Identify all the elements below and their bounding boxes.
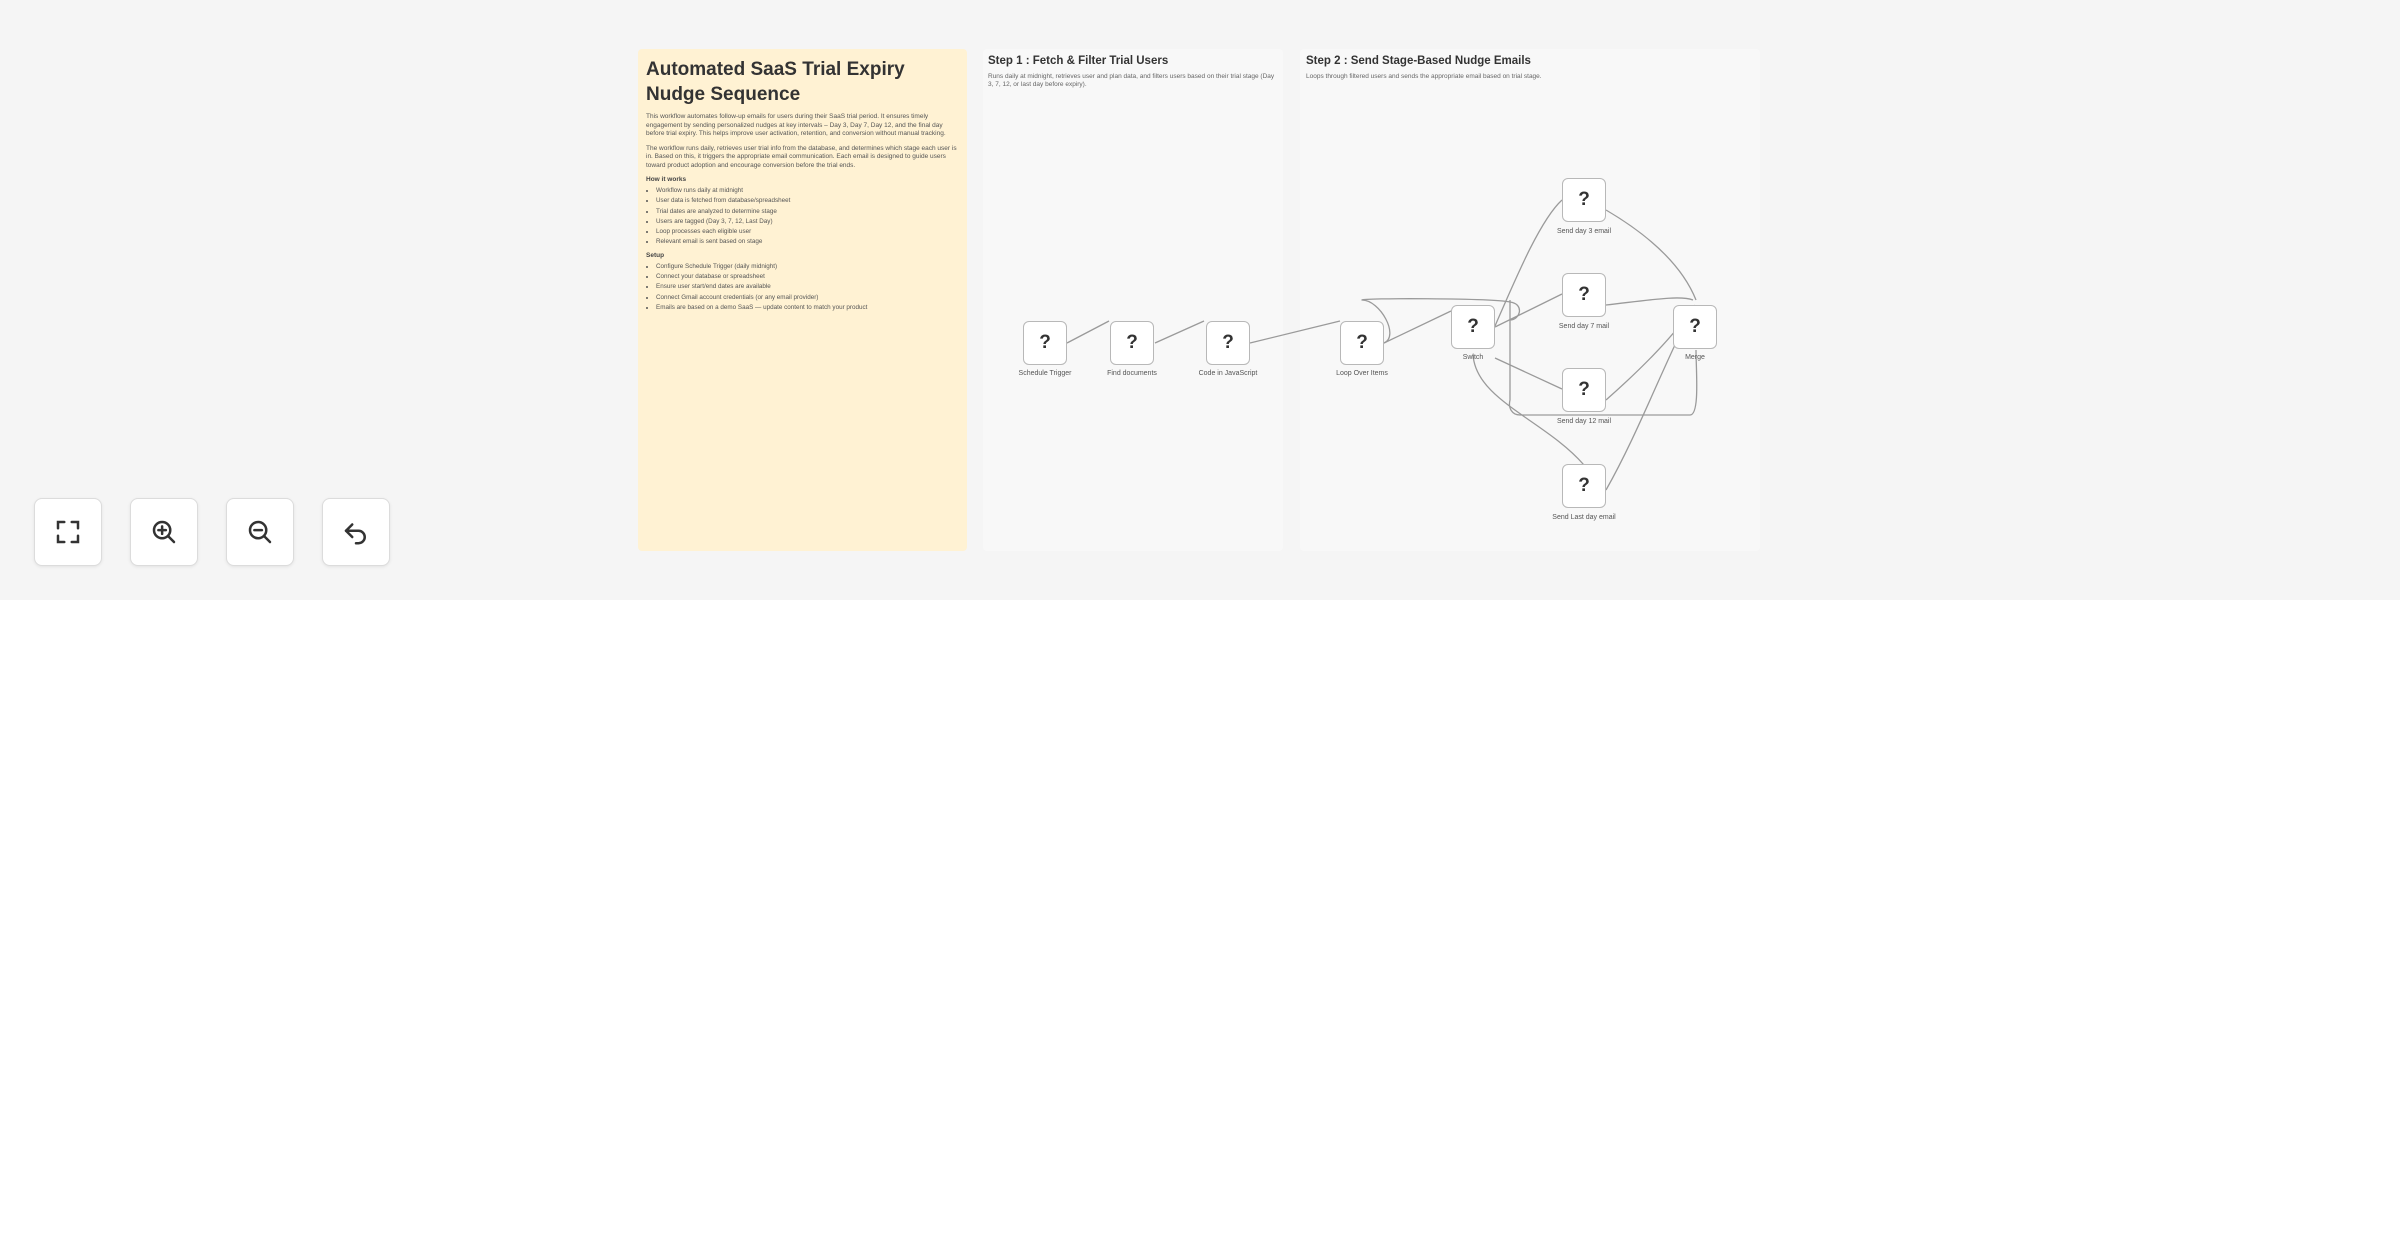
step-2-title: Step 2 : Send Stage-Based Nudge Emails — [1306, 55, 1531, 67]
sticky-note-step-1[interactable] — [983, 49, 1283, 551]
list-item: • Connect your database or spreadsheet — [656, 272, 959, 282]
node-label: Send day 7 mail — [1558, 323, 1610, 330]
node-placeholder-icon: ? — [1467, 316, 1479, 337]
node-label: Merge — [1685, 354, 1705, 361]
code-javascript-node[interactable] — [1206, 321, 1250, 365]
node-placeholder-icon: ? — [1356, 332, 1368, 353]
schedule-trigger-node[interactable] — [1023, 321, 1067, 365]
node-placeholder-icon: ? — [1578, 284, 1590, 305]
list-item: • Loop processes each eligible user — [656, 227, 959, 237]
list-item: • Users are tagged (Day 3, 7, 12, Last Day) — [656, 217, 959, 227]
send-day-7-mail-node[interactable] — [1562, 273, 1606, 317]
loop-over-items-node[interactable] — [1340, 321, 1384, 365]
list-item: • Connect Gmail account credentials (or any email provider) — [656, 293, 959, 303]
send-day-3-email-node[interactable] — [1562, 178, 1606, 222]
node-placeholder-icon: ? — [1689, 316, 1701, 337]
node-label: Find documents — [1107, 370, 1157, 377]
fit-view-icon — [53, 517, 83, 547]
find-documents-node[interactable] — [1110, 321, 1154, 365]
list-item: • Emails are based on a demo SaaS — update content to match your product — [656, 303, 959, 313]
zoom-in-icon — [149, 517, 179, 547]
node-placeholder-icon: ? — [1578, 475, 1590, 496]
step-1-description: Runs daily at midnight, retrieves user and plan data, and filters users based on their trial stage (Day 3, 7, 12, or last day before expiry). — [988, 73, 1275, 88]
send-day-12-mail-node[interactable] — [1562, 368, 1606, 412]
intro-paragraph-1: This workflow automates follow-up emails for users during their SaaS trial period. It ensures timely engagement by sending personalized nudges at key intervals – Day 3, Day 7, Day 12, and the final day before trial expiry. This helps improve user activation, retention, and conversion without manual tracking. — [646, 113, 946, 137]
node-placeholder-icon: ? — [1039, 332, 1051, 353]
send-last-day-email-node[interactable] — [1562, 464, 1606, 508]
node-label: Code in JavaScript — [1198, 370, 1258, 377]
node-label: Send day 3 email — [1556, 228, 1612, 235]
list-item: • Ensure user start/end dates are available — [656, 282, 959, 292]
how-it-works-list — [646, 186, 959, 248]
step-1-title: Step 1 : Fetch & Filter Trial Users — [988, 55, 1169, 67]
switch-node[interactable] — [1451, 305, 1495, 349]
list-item: • Configure Schedule Trigger (daily midnight) — [656, 262, 959, 272]
setup-heading: Setup — [646, 251, 665, 259]
zoom-in-button[interactable] — [130, 498, 198, 566]
how-it-works-heading: How it works — [646, 176, 687, 183]
undo-icon — [341, 517, 371, 547]
node-placeholder-icon: ? — [1578, 189, 1590, 210]
merge-node[interactable] — [1673, 305, 1717, 349]
step-2-description: Loops through filtered users and sends the appropriate email based on trial stage. — [1306, 73, 1542, 80]
list-item: • User data is fetched from database/spreadsheet — [656, 196, 959, 206]
node-label: Schedule Trigger — [1018, 370, 1072, 377]
setup-list — [646, 262, 959, 313]
list-item: • Relevant email is sent based on stage — [656, 237, 959, 247]
fit-view-button[interactable] — [34, 498, 102, 566]
sticky-note-step-2[interactable] — [1300, 49, 1760, 551]
node-label: Send Last day email — [1552, 514, 1616, 521]
node-placeholder-icon: ? — [1222, 332, 1234, 353]
node-label: Loop Over Items — [1336, 370, 1388, 377]
node-label: Switch — [1462, 354, 1484, 361]
node-placeholder-icon: ? — [1126, 332, 1138, 353]
node-placeholder-icon: ? — [1578, 379, 1590, 400]
workflow-canvas[interactable] — [0, 0, 2400, 600]
intro-paragraph-2: The workflow runs daily, retrieves user trial info from the database, and determines which stage each user is in. Based on this, it triggers the appropriate email communication. Each email is designed to guide users toward product adoption and encourage conversion before the trial ends. — [646, 144, 957, 169]
list-item: • Workflow runs daily at midnight — [656, 186, 959, 196]
node-label: Send day 12 mail — [1556, 418, 1612, 425]
zoom-out-icon — [245, 517, 275, 547]
list-item: • Trial dates are analyzed to determine stage — [656, 207, 959, 217]
sticky-note-intro[interactable] — [638, 49, 967, 551]
undo-button[interactable] — [322, 498, 390, 566]
intro-title: Automated SaaS Trial Expiry Nudge Sequence — [646, 59, 905, 105]
zoom-out-button[interactable] — [226, 498, 294, 566]
